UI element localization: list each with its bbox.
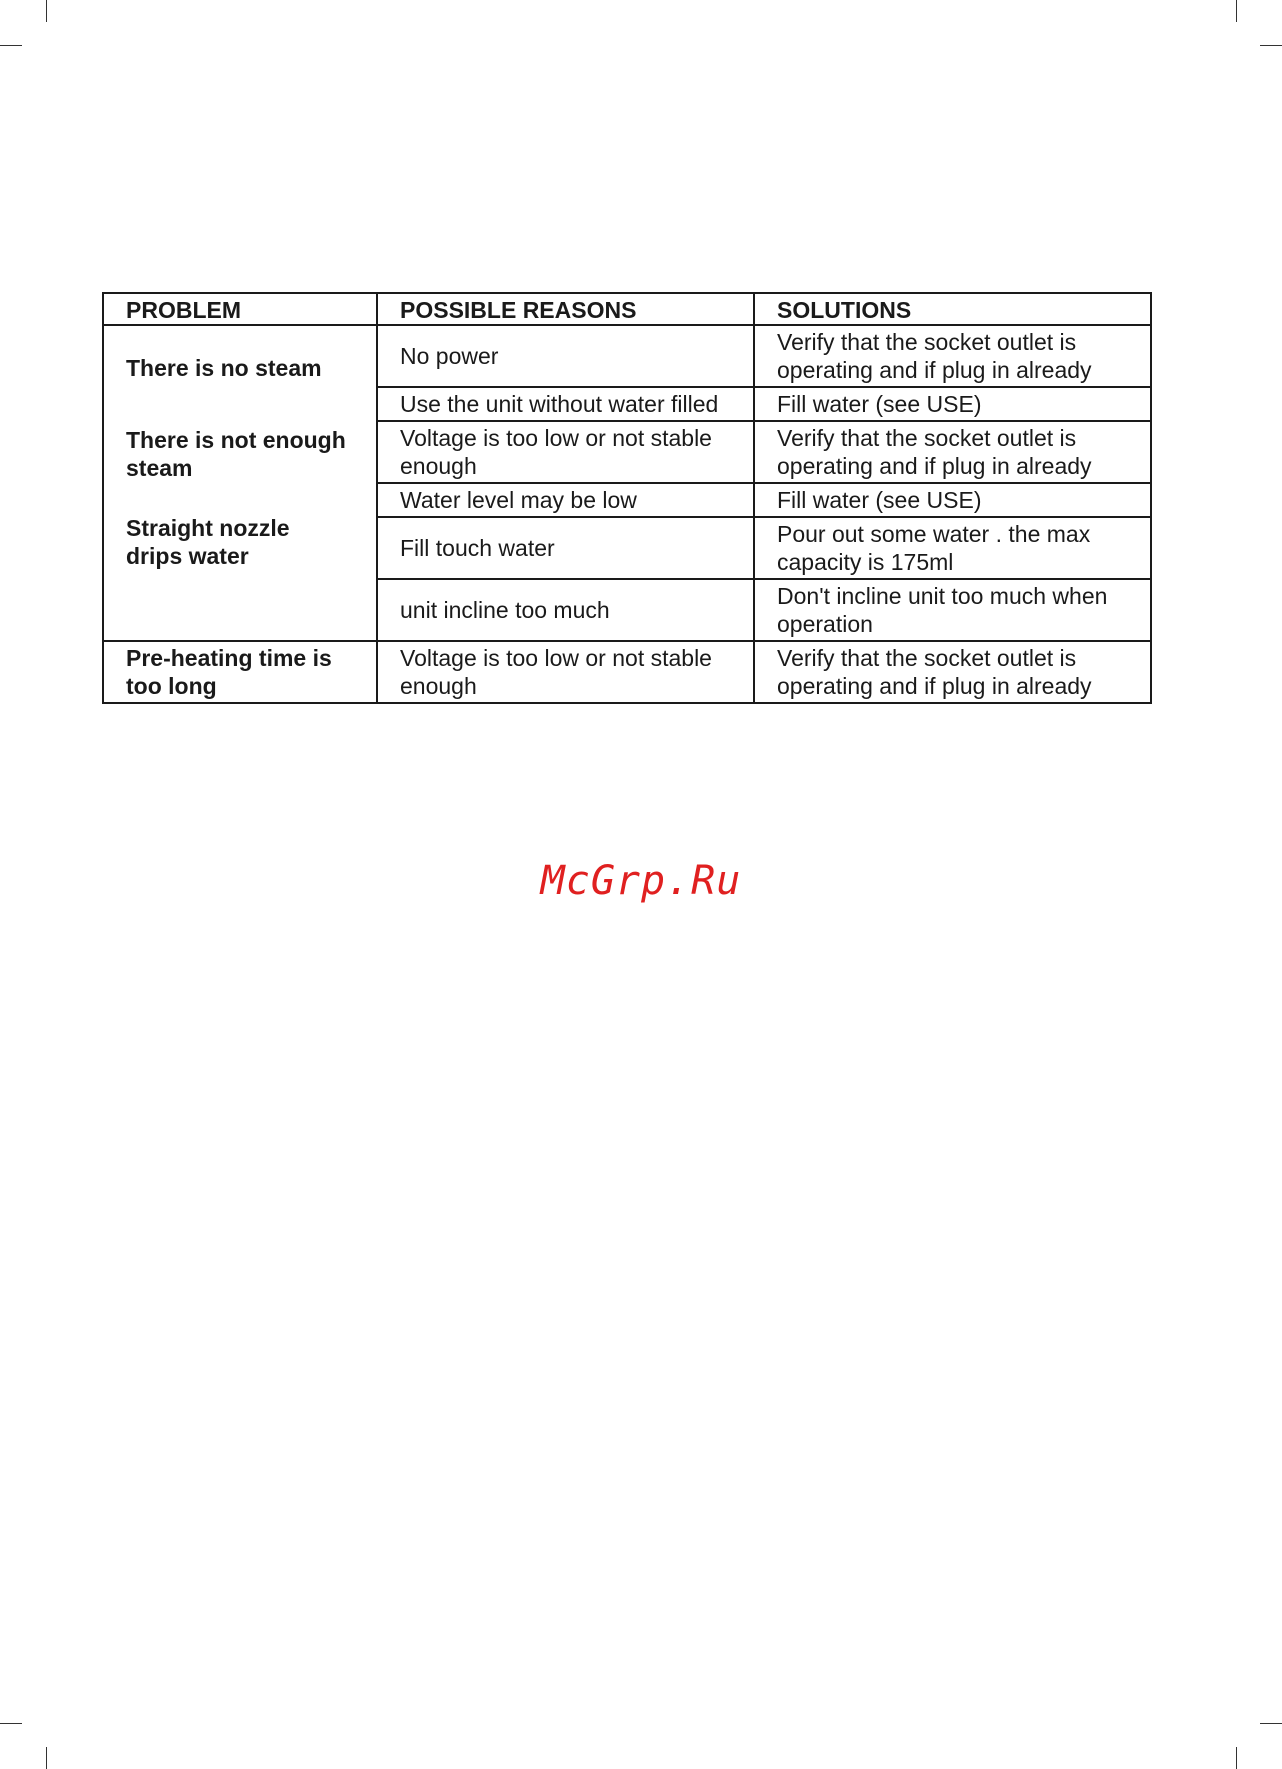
- reason-cell: Use the unit without water filled: [377, 387, 754, 421]
- table-row: [103, 325, 1151, 387]
- crop-mark: [1236, 1747, 1237, 1769]
- crop-mark: [1236, 0, 1237, 22]
- solution-cell: Fill water (see USE): [754, 387, 1151, 421]
- solution-cell: Verify that the socket outlet is operating and if plug in already: [754, 421, 1151, 483]
- problem-preheating: Pre-heating time is too long: [103, 641, 377, 703]
- crop-mark: [46, 0, 47, 22]
- reason-cell: Voltage is too low or not stable enough: [377, 421, 754, 483]
- crop-mark: [1260, 45, 1282, 46]
- solution-cell: Verify that the socket outlet is operating and if plug in already: [754, 641, 1151, 703]
- reason-cell: unit incline too much: [377, 579, 754, 641]
- crop-mark: [0, 45, 22, 46]
- crop-mark: [1260, 1723, 1282, 1724]
- table-row: [103, 641, 1151, 703]
- solution-cell: Pour out some water . the max capacity is 175ml: [754, 517, 1151, 579]
- reason-cell: No power: [377, 325, 754, 387]
- troubleshooting-table: [102, 292, 1152, 704]
- problem-nozzle-drips: Straight nozzle drips water: [126, 515, 290, 569]
- problem-no-steam: There is no steam: [126, 355, 322, 381]
- solution-cell: Fill water (see USE): [754, 483, 1151, 517]
- solution-cell: Verify that the socket outlet is operating and if plug in already: [754, 325, 1151, 387]
- header-solutions: SOLUTIONS: [754, 293, 1151, 325]
- reason-cell: Water level may be low: [377, 483, 754, 517]
- problem-not-enough-steam: There is not enough steam: [126, 427, 346, 481]
- reason-cell: Voltage is too low or not stable enough: [377, 641, 754, 703]
- solution-cell: Don't incline unit too much when operation: [754, 579, 1151, 641]
- table-header-row: [103, 293, 1151, 325]
- reason-cell: Fill touch water: [377, 517, 754, 579]
- header-possible-reasons: POSSIBLE REASONS: [377, 293, 754, 325]
- watermark-logo: McGrp.Ru: [540, 858, 742, 904]
- grouped-problems-cell: [103, 325, 377, 641]
- crop-mark: [46, 1747, 47, 1769]
- crop-mark: [0, 1723, 22, 1724]
- header-problem: PROBLEM: [103, 293, 377, 325]
